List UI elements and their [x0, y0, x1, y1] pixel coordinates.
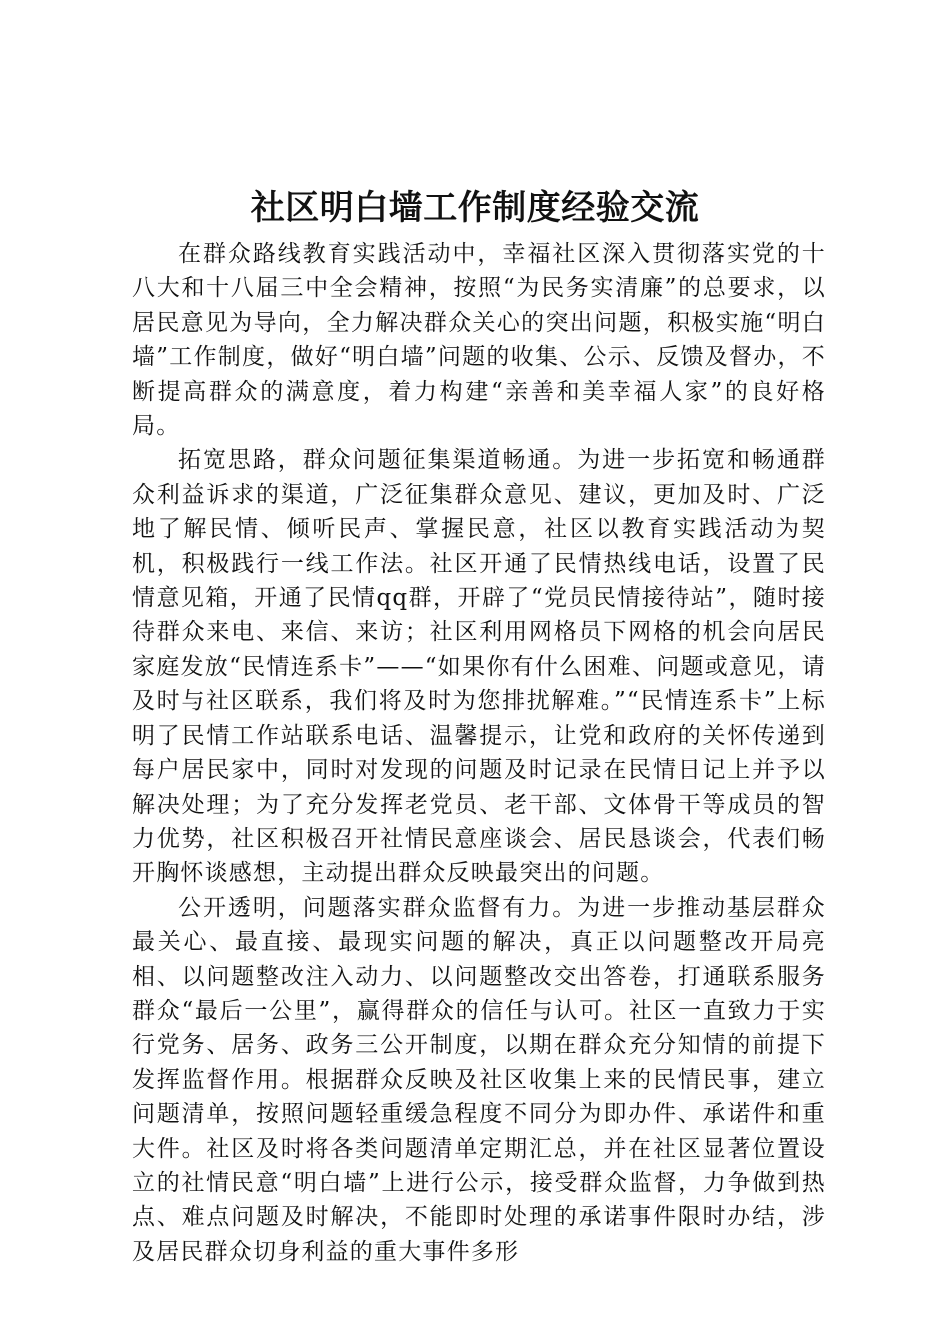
document-body — [132, 237, 826, 1269]
paragraph-transparency: 公开透明，问题落实群众监督有力。为进一步推动基层群众最关心、最直接、最现实问题的解决，真正以问题整改开局亮相、以问题整改注入动力、以问题整改交出答卷，打通联系服务群众“最后一公里”，赢得群众的信任与认可。社区一直致力于实行党务、居务、政务三公开制度，以期在群众充分知情的前提下发挥监督作用。根据群众反映及社区收集上来的民情民事，建立问题清单，按照问题轻重缓急程度不同分为即办件、承诺件和重大件。社区及时将各类问题清单定期汇总，并在社区显著位置设立的社情民意“明白墙”上进行公示，接受群众监督，力争做到热点、难点问题及时解决，不能即时处理的承诺事件限时办结，涉及居民群众切身利益的重大事件多形 — [132, 894, 826, 1265]
paragraph-broaden-ideas: 拓宽思路，群众问题征集渠道畅通。为进一步拓宽和畅通群众利益诉求的渠道，广泛征集群众意见、建议，更加及时、广泛地了解民情、倾听民声、掌握民意，社区以教育实践活动为契机，积极践行一线工作法。社区开通了民情热线电话，设置了民情意见箱，开通了民情qq群，开辟了“党员民情接待站”，随时接待群众来电、来信、来访；社区利用网格员下网格的机会向居民家庭发放“民情连系卡”——“如果你有什么困难、问题或意见，请及时与社区联系，我们将及时为您排扰解难。”“民情连系卡”上标明了民情工作站联系电话、温馨提示，让党和政府的关怀传递到每户居民家中，同时对发现的问题及时记录在民情日记上并予以解决处理；为了充分发挥老党员、老干部、文体骨干等成员的智力优势，社区积极召开社情民意座谈会、居民恳谈会，代表们畅开胸怀谈感想，主动提出群众反映最突出的问题。 — [132, 447, 826, 887]
paragraph-intro: 在群众路线教育实践活动中，幸福社区深入贯彻落实党的十八大和十八届三中全会精神，按照“为民务实清廉”的总要求，以居民意见为导向，全力解决群众关心的突出问题，积极实施“明白墙”工作制度，做好“明白墙”问题的收集、公示、反馈及督办，不断提高群众的满意度，着力构建“亲善和美幸福人家”的良好格局。 — [132, 241, 826, 440]
document-title: 社区明白墙工作制度经验交流 — [250, 188, 700, 228]
